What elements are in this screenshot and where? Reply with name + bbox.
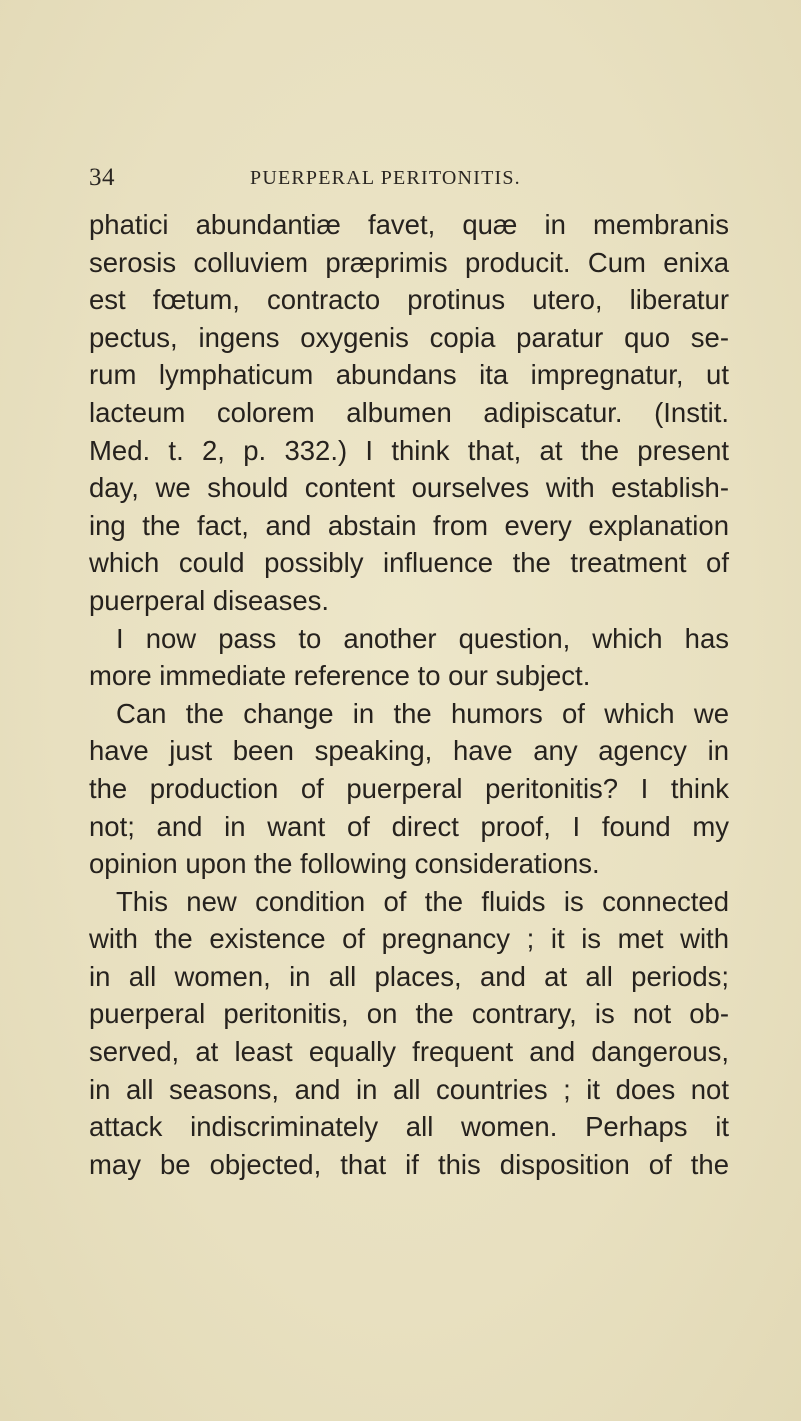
text-line: in all women, in all places, and at all periods; — [89, 960, 729, 992]
text-line: rum lymphaticum abundans ita impregnatur, ut — [89, 359, 729, 391]
page-header — [89, 164, 709, 194]
text-line: ing the fact, and abstain from every explanation — [89, 509, 729, 541]
text-line: puerperal diseases. — [89, 584, 330, 616]
text-line: day, we should content ourselves with establish- — [89, 472, 729, 504]
text-line: Can the change in the humors of which we — [116, 697, 729, 729]
page-number: 34 — [89, 164, 115, 191]
text-line: phatici abundantiæ favet, quæ in membranis — [89, 209, 729, 240]
text-line: This new condition of the fluids is connected — [116, 885, 729, 917]
text-line: may be objected, that if this disposition of the — [89, 1148, 729, 1180]
text-line: served, at least equally frequent and dangerous, — [89, 1036, 729, 1068]
text-line: opinion upon the following considerations. — [89, 848, 600, 880]
body-text — [89, 206, 729, 1183]
text-line: in all seasons, and in all countries ; it does not — [89, 1073, 729, 1105]
text-line: which could possibly influence the treatment of — [89, 547, 729, 579]
text-line: have just been speaking, have any agency in — [89, 735, 729, 767]
text-line: est fœtum, contracto protinus utero, liberatur — [89, 284, 729, 316]
text-line: Med. t. 2, p. 332.) I think that, at the present — [89, 434, 729, 466]
text-line: attack indiscriminately all women. Perhaps it — [89, 1111, 729, 1143]
text-line: the production of puerperal peritonitis? I think — [89, 772, 729, 804]
text-line: I now pass to another question, which has — [116, 622, 729, 654]
running-head: PUERPERAL PERITONITIS. — [250, 167, 521, 189]
text-line: serosis colluviem præprimis producit. Cum enixa — [89, 246, 729, 278]
text-line: puerperal peritonitis, on the contrary, is not ob- — [89, 998, 729, 1030]
text-line: pectus, ingens oxygenis copia paratur quo se- — [89, 321, 729, 353]
text-line: more immediate reference to our subject. — [89, 660, 591, 692]
text-line: lacteum colorem albumen adipiscatur. (Instit. — [89, 396, 729, 428]
text-line: with the existence of pregnancy ; it is met with — [89, 923, 729, 955]
text-line: not; and in want of direct proof, I found my — [89, 810, 729, 842]
